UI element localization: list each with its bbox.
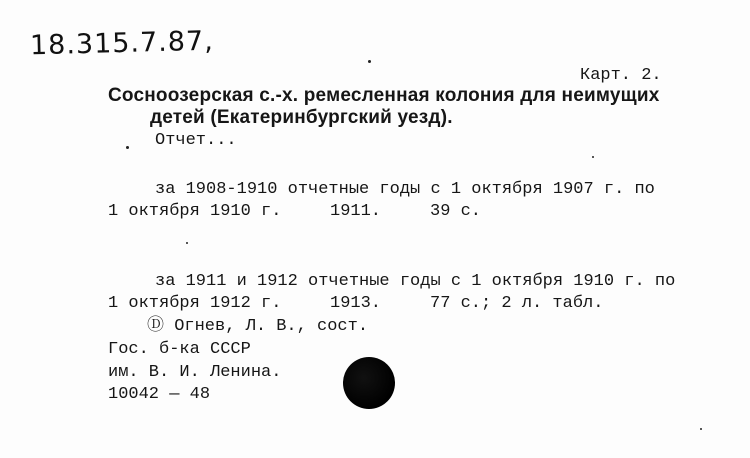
speck — [186, 242, 188, 244]
speck — [592, 156, 594, 158]
heading-line-1: Сосноозерская с.-х. ремесленная колония для неимущих — [108, 85, 660, 106]
punch-hole — [343, 357, 395, 409]
compiler-line — [147, 317, 368, 337]
entry-2-date: 1 октября 1912 г. — [108, 294, 282, 313]
library-line-1: Гос. б-ка СССР — [108, 340, 251, 359]
handwritten-shelf-code: 18.315.7.87, — [29, 25, 215, 62]
speck — [700, 428, 702, 430]
entry-1-date: 1 октября 1910 г. — [108, 202, 282, 221]
entry-2-pages: 77 с.; 2 л. табл. — [430, 294, 604, 313]
heading-line-2: детей (Екатеринбургский уезд). — [150, 107, 453, 128]
record-title: Отчет... — [155, 131, 237, 150]
speck — [368, 60, 371, 63]
library-inventory-number: 10042 — 48 — [108, 385, 211, 404]
entry-2-line-1: за 1911 и 1912 отчетные годы с 1 октября 1910 г. по — [155, 272, 676, 291]
compiler-mark-icon: Ⓓ — [147, 317, 164, 336]
speck — [126, 146, 129, 149]
entry-1-pages: 39 с. — [430, 202, 482, 221]
library-line-2: им. В. И. Ленина. — [108, 363, 282, 382]
compiler-name: Огнев, Л. В., сост. — [174, 317, 369, 336]
card-number: Карт. 2. — [580, 66, 662, 85]
entry-2-year: 1913. — [330, 294, 382, 313]
entry-1-line-1: за 1908-1910 отчетные годы с 1 октября 1907 г. по — [155, 180, 655, 199]
entry-1-year: 1911. — [330, 202, 382, 221]
